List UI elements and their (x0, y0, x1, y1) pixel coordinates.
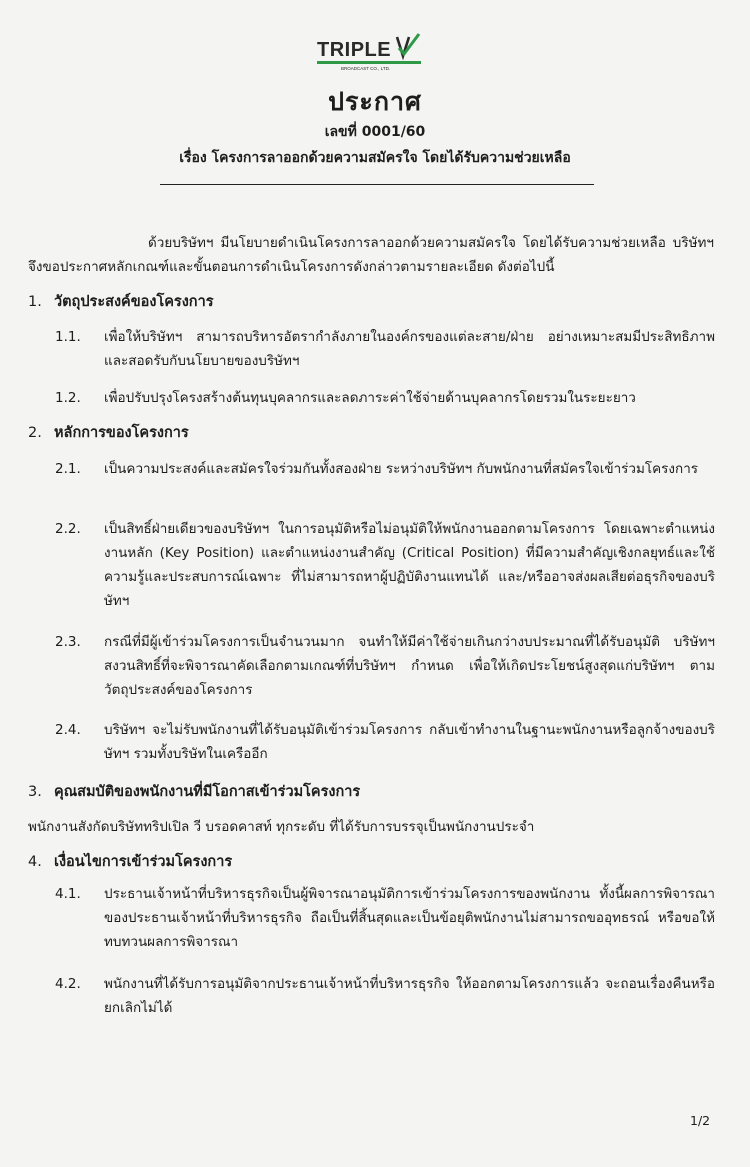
item-text: ประธานเจ้าหน้าที่บริหารธุรกิจเป็นผู้พิจารณาอนุมัติการเข้าร่วมโครงการของพนักงาน ทั้งนี้ผลการพิจารณาของประธานเจ้าหน้าที่บริหารธุรกิจ ถือเป็นที่สิ้นสุดและเป็นข้อยุติพนักงานไม่สามารถขออุทธรณ์ หรือขอให้ทบทวนผลการพิจารณา (104, 886, 715, 950)
section-heading-principles (28, 421, 189, 445)
item-text: บริษัทฯ จะไม่รับพนักงานที่ได้รับอนุมัติเข้าร่วมโครงการ กลับเข้าทำงานในฐานะพนักงานหรือลูกจ้างของบริษัทฯ รวมทั้งบริษัทในเครืออีก (104, 722, 715, 762)
company-logo (315, 32, 427, 72)
triple-v-logo-icon (315, 32, 427, 72)
section-number: 3. (28, 784, 42, 800)
list-item (55, 457, 715, 481)
list-item (55, 630, 715, 702)
item-number: 2.3. (55, 634, 81, 650)
item-text: เพื่อปรับปรุงโครงสร้างต้นทุนบุคลากรและลดภาระค่าใช้จ่ายด้านบุคลากรโดยรวมในระยะยาว (104, 390, 636, 406)
intro-paragraph: ด้วยบริษัทฯ มีนโยบายดำเนินโครงการลาออกด้วยความสมัครใจ โดยได้รับความช่วยเหลือ บริษัทฯ จึงขอประกาศหลักเกณฑ์และขั้นตอนการดำเนินโครงการดังกล่าวตามรายละเอียด ดังต่อไปนี้ (28, 235, 714, 275)
announcement-subject: เรื่อง โครงการลาออกด้วยความสมัครใจ โดยได้รับความช่วยเหลือ (179, 150, 571, 166)
announcement-number: เลขที่ 0001/60 (324, 124, 426, 140)
divider (160, 184, 594, 185)
section-title: เงื่อนไขการเข้าร่วมโครงการ (54, 854, 233, 870)
item-number: 2.4. (55, 722, 81, 738)
section-body: พนักงานสังกัดบริษัททริปเปิล วี บรอดคาสท์ ทุกระดับ ที่ได้รับการบรรจุเป็นพนักงานประจำ (28, 819, 535, 835)
list-item (55, 718, 715, 766)
item-text: เป็นสิทธิ์ฝ่ายเดียวของบริษัทฯ ในการอนุมัติหรือไม่อนุมัติให้พนักงานออกตามโครงการ โดยเฉพาะตำแหน่งงานหลัก (Key Position) และตำแหน่งงานสำคัญ (Critical Position) ที่มีความสำคัญเชิงกลยุทธ์และใช้ความรู้และประสบการณ์เฉพาะ ที่ไม่สามารถหาผู้ปฏิบัติงานแทนได้ และ/หรืออาจส่งผลเสียต่อธุรกิจของบริษัทฯ (104, 521, 715, 609)
item-text: กรณีที่มีผู้เข้าร่วมโครงการเป็นจำนวนมาก จนทำให้มีค่าใช้จ่ายเกินกว่างบประมาณที่ได้รับอนุมัติ บริษัทฯ สงวนสิทธิ์ที่จะพิจารณาคัดเลือกตามเกณฑ์ที่บริษัทฯ กำหนด เพื่อให้เกิดประโยชน์สูงสุดแก่บริษัทฯ ตามวัตถุประสงค์ของโครงการ (104, 634, 715, 698)
section-title: หลักการของโครงการ (54, 425, 189, 441)
item-number: 4.1. (55, 886, 81, 902)
section-number: 4. (28, 854, 42, 870)
section-heading-qualifications (28, 780, 360, 804)
section-heading-objectives (28, 290, 214, 314)
item-text: เป็นความประสงค์และสมัครใจร่วมกันทั้งสองฝ่าย ระหว่างบริษัทฯ กับพนักงานที่สมัครใจเข้าร่วมโครงการ (104, 461, 699, 477)
section-heading-conditions (28, 850, 232, 874)
page-number: 1/2 (690, 1113, 711, 1128)
section-title: วัตถุประสงค์ของโครงการ (54, 294, 214, 310)
item-number: 1.1. (55, 329, 81, 345)
item-text: เพื่อให้บริษัทฯ สามารถบริหารอัตรากำลังภายในองค์กรของแต่ละสาย/ฝ่าย อย่างเหมาะสมมีประสิทธิภาพและสอดรับกับนโยบายของบริษัทฯ (104, 329, 715, 369)
item-text: พนักงานที่ได้รับการอนุมัติจากประธานเจ้าหน้าที่บริหารธุรกิจ ให้ออกตามโครงการแล้ว จะถอนเรื่องคืนหรือยกเลิกไม่ได้ (104, 976, 715, 1016)
item-number: 1.2. (55, 390, 81, 406)
list-item (55, 972, 715, 1020)
item-number: 2.1. (55, 461, 81, 477)
section-title: คุณสมบัติของพนักงานที่มีโอกาสเข้าร่วมโครงการ (54, 784, 361, 800)
logo-wordmark: TRIPLE (317, 39, 392, 61)
page-title: ประกาศ (328, 87, 422, 116)
section-number: 1. (28, 294, 42, 310)
logo-tagline: BROADCAST CO., LTD. (341, 66, 391, 71)
list-item (55, 517, 715, 613)
item-number: 4.2. (55, 976, 81, 992)
list-item (55, 325, 715, 373)
list-item (55, 386, 715, 410)
section-number: 2. (28, 425, 42, 441)
list-item (55, 882, 715, 954)
item-number: 2.2. (55, 521, 81, 537)
